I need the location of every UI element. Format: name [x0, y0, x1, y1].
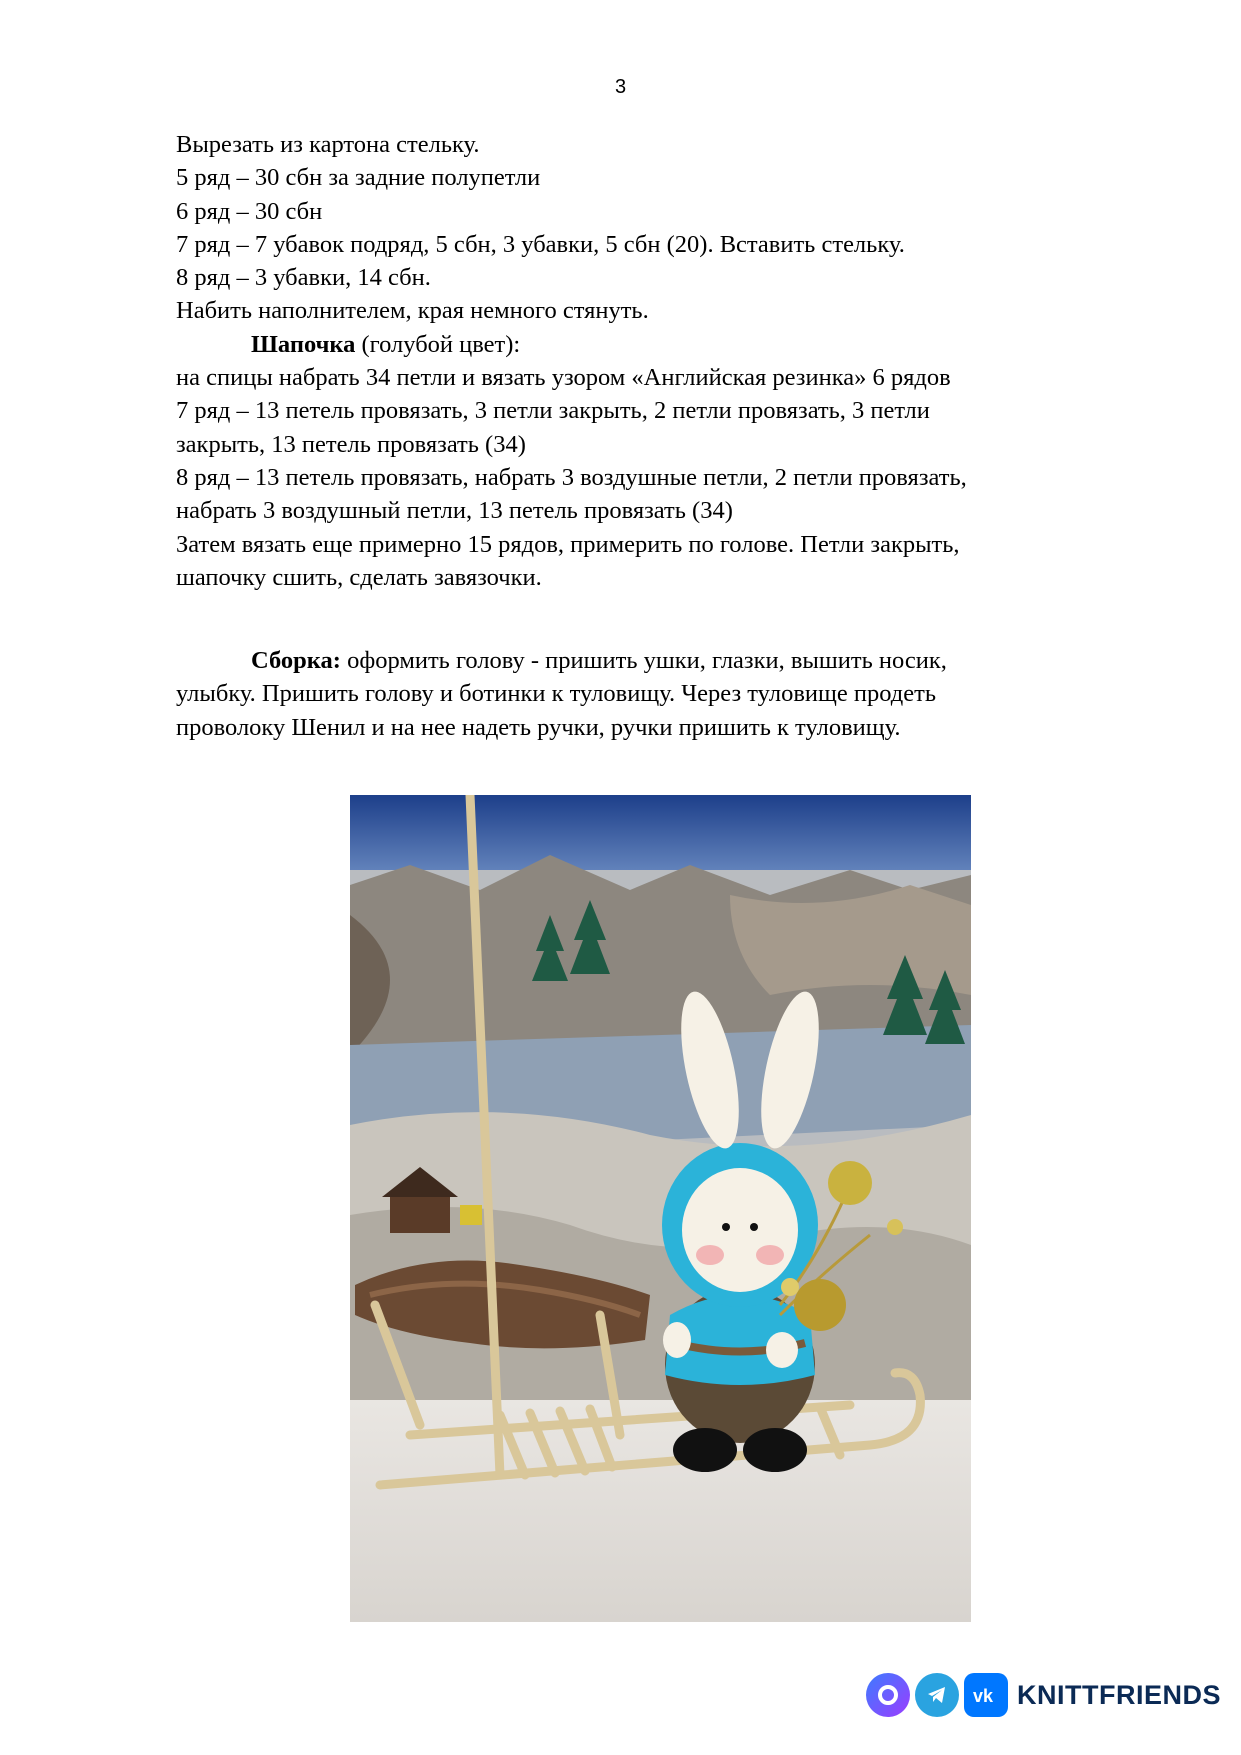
footer-branding — [866, 1670, 1236, 1720]
vk-icon[interactable] — [964, 1673, 1008, 1717]
telegram-icon[interactable] — [915, 1673, 959, 1717]
hat-heading-line — [176, 328, 1136, 361]
document-body — [176, 128, 1136, 744]
bunny-sled-photo — [350, 795, 971, 1622]
max-icon[interactable] — [866, 1673, 910, 1717]
hat-color: (голубой цвет): — [355, 330, 521, 358]
assembly-title: Сборка: — [251, 647, 341, 675]
text-line: Вырезать из картона стельку. — [176, 131, 480, 158]
text-line: набрать 3 воздушный петли, 13 петель провязать (34) — [176, 497, 733, 525]
text-line: на спицы набрать 34 петли и вязать узором «Английская резинка» 6 рядов — [176, 364, 951, 392]
text-line: улыбку. Пришить голову и ботинки к туловищу. Через туловище продеть — [176, 680, 936, 708]
assembly-text: оформить голову - пришить ушки, глазки, вышить носик, — [340, 647, 947, 675]
text-line: Затем вязать еще примерно 15 рядов, примерить по голове. Петли закрыть, — [176, 530, 960, 558]
text-line: Набить наполнителем, края немного стянуть. — [176, 297, 649, 325]
text-line: 5 ряд – 30 сбн за задние полупетли — [176, 164, 541, 192]
text-line: 6 ряд – 30 сбн — [176, 197, 323, 225]
text-line: 7 ряд – 13 петель провязать, 3 петли закрыть, 2 петли провязать, 3 петли — [176, 397, 930, 425]
text-line: 8 ряд – 13 петель провязать, набрать 3 воздушные петли, 2 петли провязать, — [176, 463, 967, 491]
hat-title: Шапочка — [251, 330, 356, 358]
text-line: 8 ряд – 3 убавки, 14 сбн. — [176, 264, 431, 292]
svg-text:vk: vk — [973, 1686, 994, 1705]
brand-name: KNITTFRIENDS — [1017, 1679, 1221, 1710]
text-line: закрыть, 13 петель провязать (34) — [176, 430, 526, 458]
text-line: проволоку Шенил и на нее надеть ручки, ручки пришить к туловищу. — [176, 713, 901, 741]
page-number: 3 — [614, 76, 627, 98]
paragraph-gap — [176, 594, 1136, 644]
text-line: 7 ряд – 7 убавок подряд, 5 сбн, 3 убавки, 5 сбн (20). Вставить стельку. — [176, 230, 905, 258]
photo-illustration — [350, 795, 971, 1622]
text-line: шапочку сшить, сделать завязочки. — [176, 563, 542, 591]
assembly-heading-line — [176, 644, 1136, 677]
